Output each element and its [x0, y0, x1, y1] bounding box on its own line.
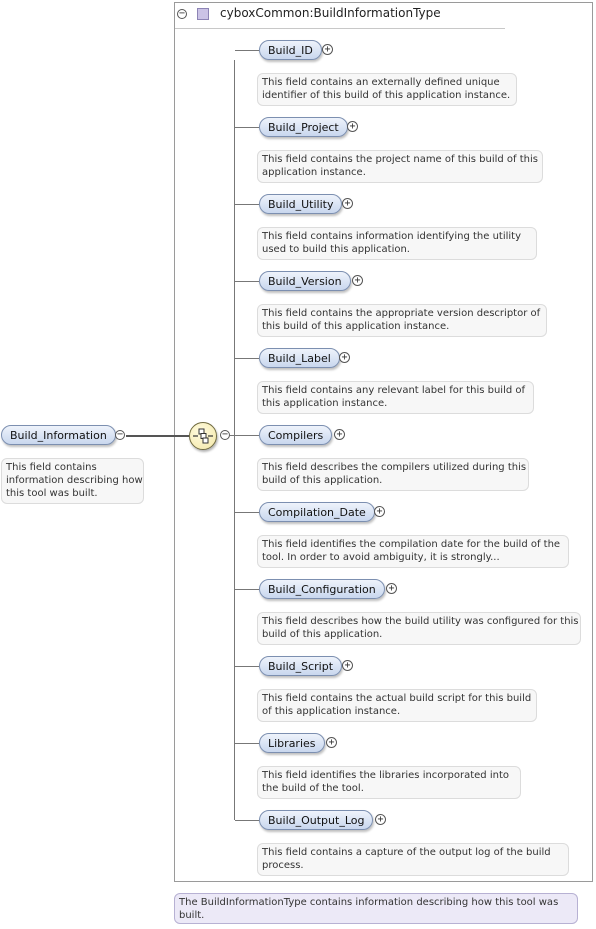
expand-plus-icon[interactable]: + — [347, 121, 358, 132]
branch-line — [235, 281, 259, 282]
branch-line — [235, 743, 259, 744]
description-line: process. — [262, 860, 304, 871]
element-description — [257, 458, 529, 491]
element-description — [257, 73, 517, 106]
expand-plus-icon[interactable]: + — [386, 583, 397, 594]
type-collapse-icon[interactable]: − — [178, 8, 186, 19]
expand-plus-icon[interactable]: + — [342, 198, 353, 209]
branch-line — [235, 358, 259, 359]
description-line: This field contains the actual build script for this build — [262, 693, 532, 704]
description-line: This field describes the compilers utilized during this — [262, 462, 527, 473]
description-line: This field identifies the libraries incorporated into — [262, 770, 509, 781]
root-element-pill[interactable]: Build_Information — [1, 425, 116, 445]
element-pill-build-label[interactable]: Build_Label — [259, 348, 340, 368]
description-line: build of this application. — [262, 629, 383, 640]
root-description-line: This field contains — [6, 462, 97, 473]
branch-line — [235, 512, 259, 513]
complex-type-icon — [197, 8, 209, 20]
type-title: cyboxCommon:BuildInformationType — [220, 6, 441, 20]
branch-line — [235, 435, 259, 436]
description-line: application instance. — [262, 167, 366, 178]
type-description-line: The BuildInformationType contains information describing how this tool was — [179, 897, 559, 908]
branch-line — [235, 127, 259, 128]
expand-plus-icon[interactable]: + — [352, 275, 363, 286]
element-description — [257, 227, 537, 260]
element-description — [257, 612, 581, 645]
expand-plus-icon[interactable]: + — [342, 660, 353, 671]
sequence-compositor-icon[interactable] — [189, 422, 217, 450]
description-line: This field contains any relevant label for this build of — [262, 385, 526, 396]
description-line: This field describes how the build utility was configured for this — [262, 616, 579, 627]
branch-line — [235, 50, 259, 51]
element-pill-build-version[interactable]: Build_Version — [259, 271, 351, 291]
element-description — [257, 304, 547, 337]
description-line: this build of this application instance. — [262, 321, 450, 332]
sequence-trunk-line — [234, 60, 235, 820]
description-line: This field contains an externally defined unique — [262, 77, 500, 88]
element-description — [257, 535, 569, 568]
compositor-collapse-icon[interactable]: − — [221, 429, 229, 440]
description-line: This field identifies the compilation date for the build of the — [262, 539, 561, 550]
description-line: This field contains a capture of the output log of the build — [262, 847, 551, 858]
expand-plus-icon[interactable]: + — [339, 352, 350, 363]
root-description-line: this tool was built. — [6, 488, 98, 499]
element-description — [257, 766, 521, 799]
element-pill-compilers[interactable]: Compilers — [259, 425, 332, 445]
type-description-line: built. — [179, 910, 205, 921]
description-line: used to build this application. — [262, 244, 410, 255]
description-line: This field contains information identifying the utility — [262, 231, 522, 242]
expand-plus-icon[interactable]: + — [326, 737, 337, 748]
element-pill-build-project[interactable]: Build_Project — [259, 117, 348, 137]
element-description — [257, 689, 537, 722]
element-description — [257, 150, 543, 183]
description-line: tool. In order to avoid ambiguity, it is strongly... — [262, 552, 500, 563]
element-pill-libraries[interactable]: Libraries — [259, 733, 325, 753]
branch-line — [235, 589, 259, 590]
type-description — [174, 893, 578, 924]
expand-plus-icon[interactable]: + — [374, 506, 385, 517]
element-description — [257, 843, 569, 876]
expand-plus-icon[interactable]: + — [322, 44, 333, 55]
branch-line — [235, 204, 259, 205]
description-line: build of this application. — [262, 475, 383, 486]
description-line: of this application instance. — [262, 706, 401, 717]
description-line: this application instance. — [262, 398, 388, 409]
branch-line — [235, 666, 259, 667]
element-pill-compilation-date[interactable]: Compilation_Date — [259, 502, 375, 522]
element-description — [257, 381, 534, 414]
root-collapse-icon[interactable]: − — [116, 429, 124, 440]
root-description — [1, 458, 144, 504]
sequence-glyph-icon — [190, 423, 216, 449]
description-line: the build of the tool. — [262, 783, 364, 794]
branch-line — [235, 820, 259, 821]
type-header-divider — [175, 28, 505, 29]
element-pill-build-configuration[interactable]: Build_Configuration — [259, 579, 385, 599]
root-connector-line — [126, 435, 189, 437]
element-pill-build-id[interactable]: Build_ID — [259, 40, 322, 60]
expand-plus-icon[interactable]: + — [334, 429, 345, 440]
description-line: This field contains the appropriate version descriptor of — [262, 308, 541, 319]
expand-plus-icon[interactable]: + — [375, 814, 386, 825]
element-pill-build-output-log[interactable]: Build_Output_Log — [259, 810, 373, 830]
element-pill-build-utility[interactable]: Build_Utility — [259, 194, 342, 214]
description-line: This field contains the project name of this build of this — [262, 154, 538, 165]
description-line: identifier of this build of this application instance. — [262, 90, 511, 101]
complex-type-box — [174, 2, 593, 882]
root-description-line: information describing how — [6, 475, 143, 486]
element-pill-build-script[interactable]: Build_Script — [259, 656, 342, 676]
